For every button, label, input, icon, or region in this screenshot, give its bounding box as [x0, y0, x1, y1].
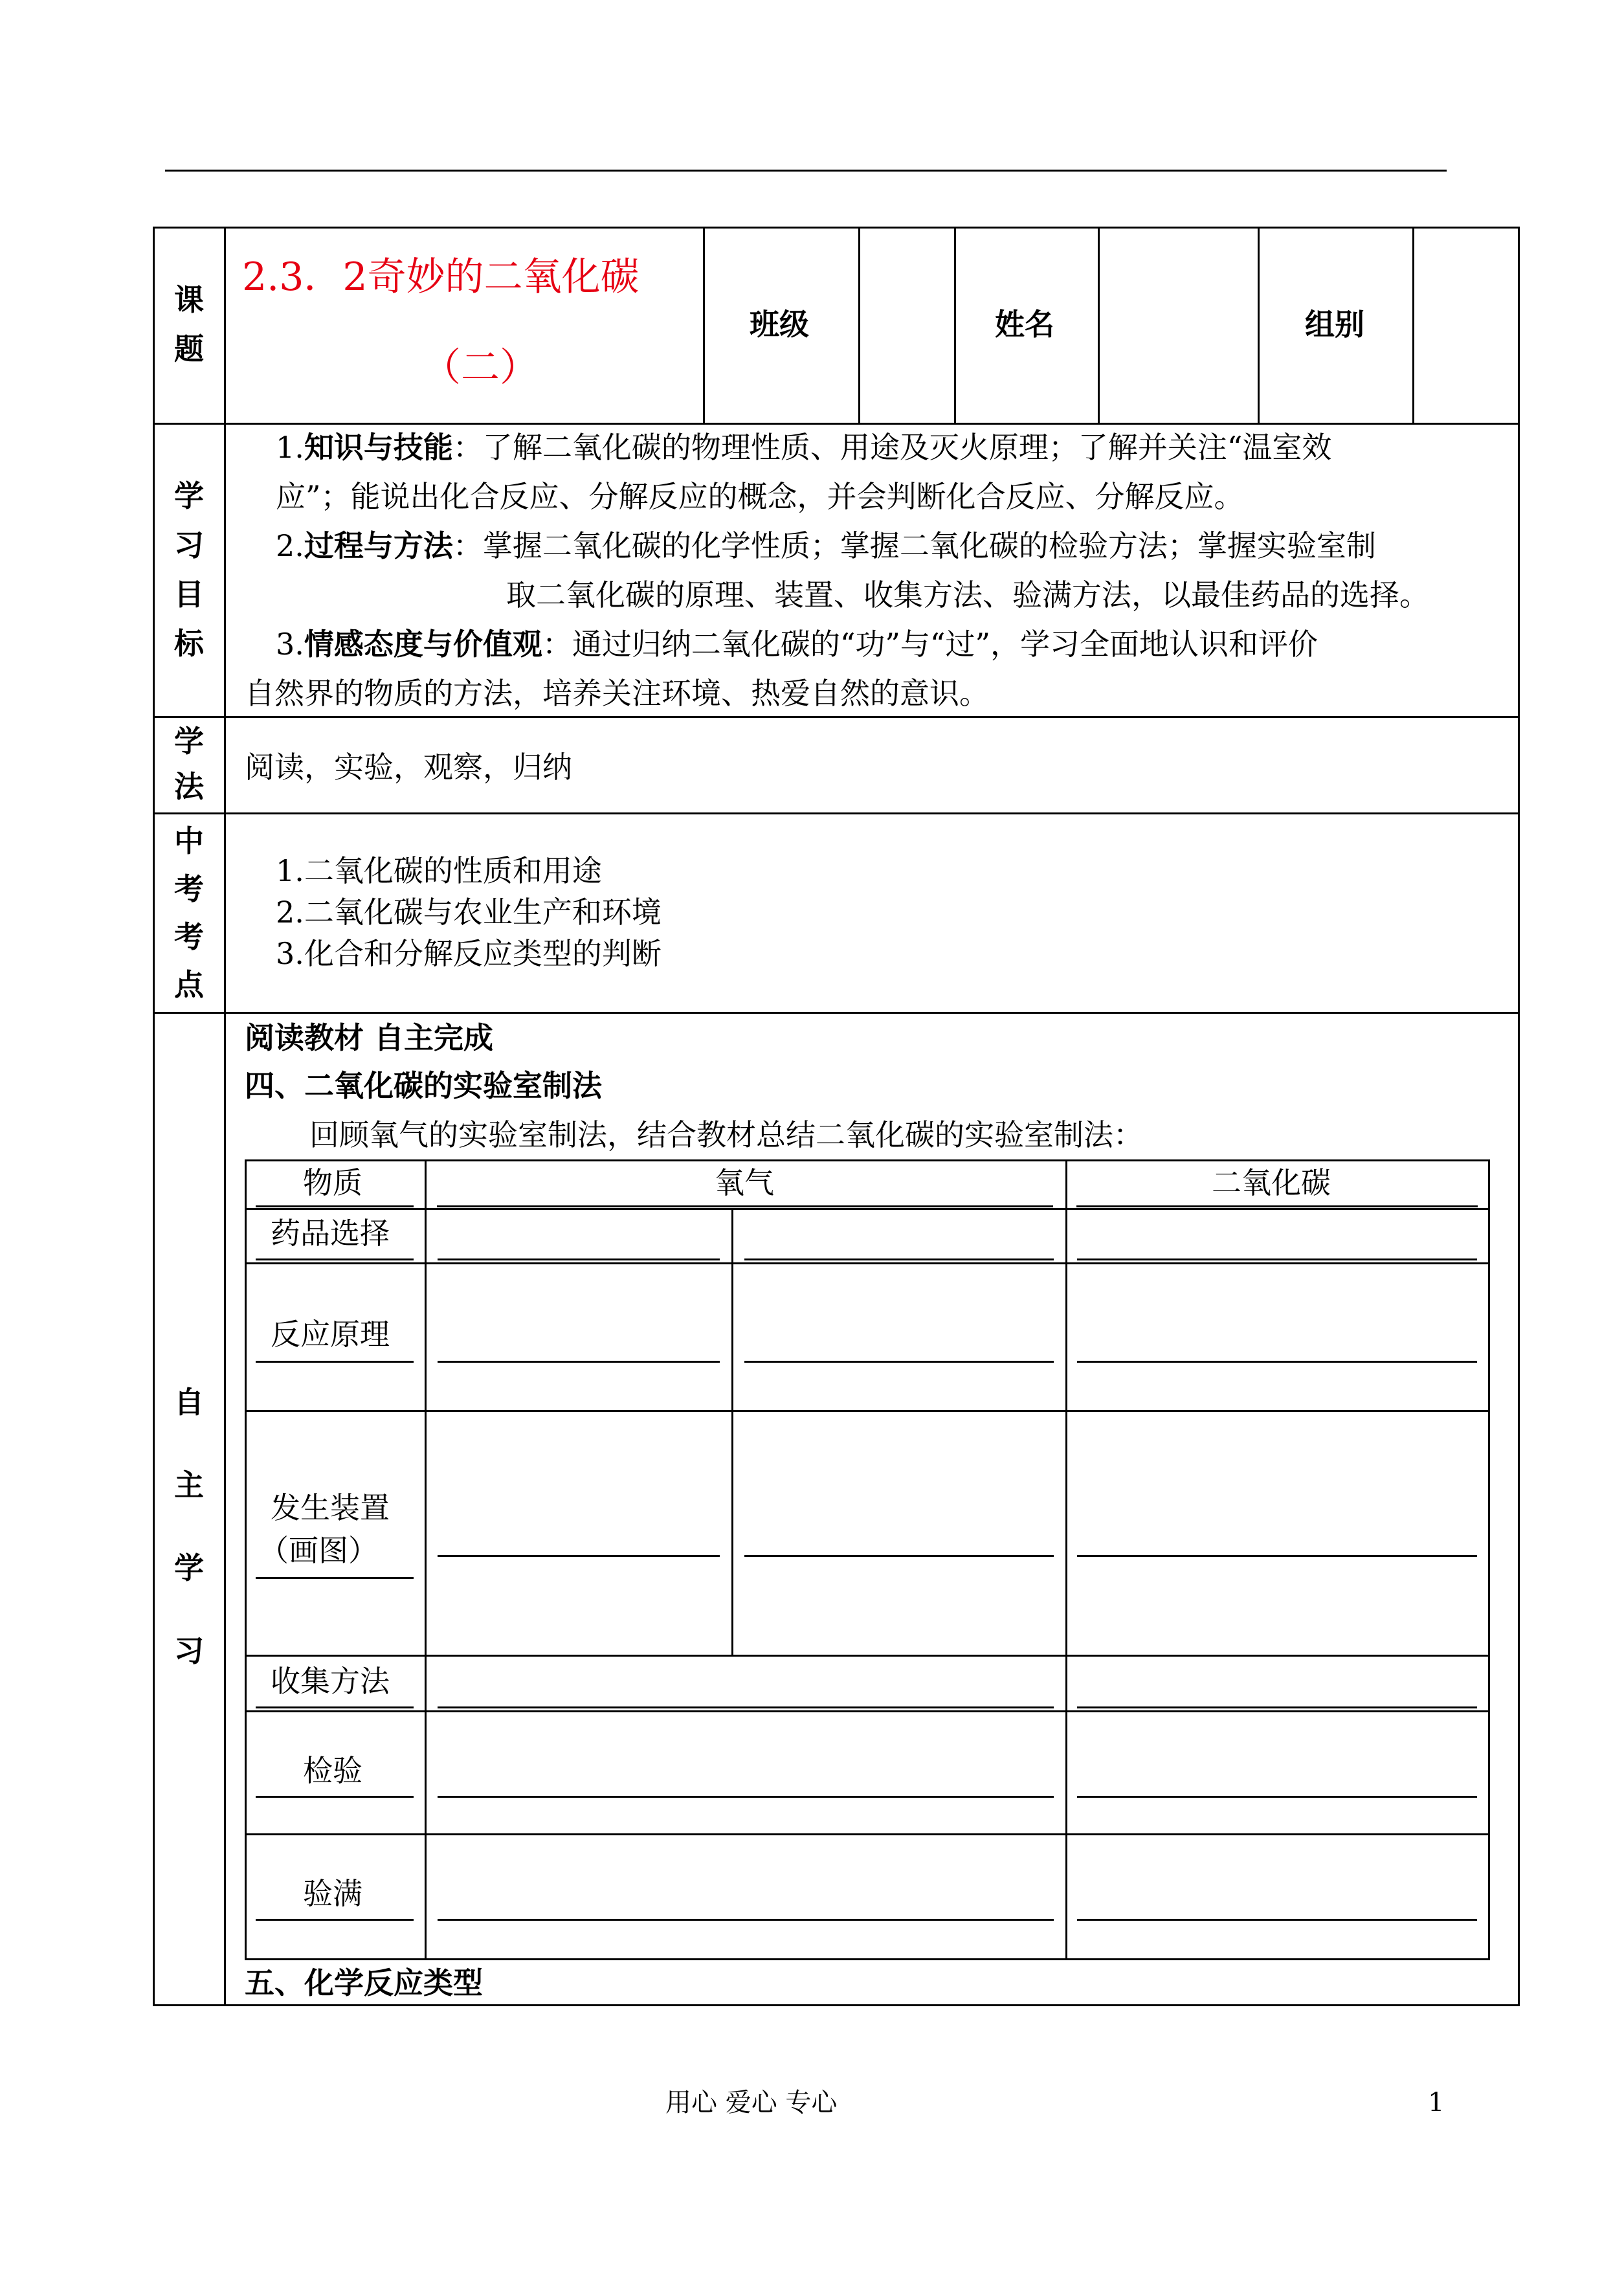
inner-table-top — [245, 1159, 1490, 1161]
objective-2-line-a: 2.过程与方法：掌握二氧化碳的化学性质；掌握二氧化碳的检验方法；掌握实验室制 — [276, 528, 1376, 563]
answer-blank[interactable] — [1077, 1258, 1477, 1260]
objective-3-line-b: 自然界的物质的方法，培养关注环境、热爱自然的意识。 — [245, 676, 989, 711]
header-col-divider — [703, 227, 705, 424]
header-col-divider — [954, 227, 956, 424]
table-border-bottom — [153, 2004, 1520, 2006]
answer-blank[interactable] — [438, 1796, 1054, 1798]
objective-3-line-a: 3.情感态度与价值观：通过归纳二氧化碳的“功”与“过”，学习全面地认识和评价 — [276, 627, 1318, 662]
underline — [256, 1361, 414, 1363]
table-border-top — [153, 227, 1520, 229]
objective-1-line-a: 1.知识与技能：了解二氧化碳的物理性质、用途及灭火原理；了解并关注“温室效 — [276, 430, 1332, 465]
lesson-title-part: （二） — [422, 345, 539, 390]
col-substance-header: 物质 — [303, 1165, 362, 1200]
row-label-apparatus-note: （画图） — [259, 1533, 378, 1568]
section-4-title: 四、二氧化碳的实验室制法 — [245, 1068, 602, 1103]
inner-row-divider — [245, 1655, 1490, 1657]
inner-table-left — [245, 1159, 247, 1960]
answer-blank[interactable] — [438, 1361, 720, 1363]
name-label: 姓名 — [995, 307, 1054, 342]
method-text: 阅读，实验，观察，归纳 — [245, 750, 572, 785]
row-divider — [153, 812, 1520, 814]
inner-row-divider — [245, 1208, 1490, 1210]
underline — [256, 1706, 414, 1708]
footer-motto: 用心 爱心 专心 — [665, 2088, 838, 2118]
answer-blank[interactable] — [744, 1555, 1054, 1557]
row-label-reagents: 药品选择 — [271, 1216, 390, 1251]
row-label-full-check: 验满 — [303, 1876, 362, 1911]
inner-table-right — [1488, 1159, 1490, 1960]
answer-blank[interactable] — [1077, 1706, 1477, 1708]
answer-blank[interactable] — [744, 1361, 1054, 1363]
inner-table-bottom — [245, 1958, 1490, 1960]
page-number: 1 — [1428, 2088, 1445, 2118]
answer-blank[interactable] — [1077, 1555, 1477, 1557]
method-label: 学 法 — [174, 724, 204, 804]
oxygen-split-divider — [731, 1208, 733, 1656]
underline — [256, 1919, 414, 1921]
objective-2-line-b: 取二氧化碳的原理、装置、收集方法、验满方法，以最佳药品的选择。 — [506, 577, 1429, 612]
row-label-collection: 收集方法 — [271, 1664, 390, 1699]
inner-col-divider — [425, 1159, 427, 1960]
topic-label: 课 题 — [174, 282, 204, 366]
col-oxygen-header: 氧气 — [715, 1165, 774, 1200]
inner-row-divider — [245, 1710, 1490, 1712]
row-label-apparatus: 发生装置 — [271, 1490, 390, 1525]
class-label: 班级 — [750, 307, 809, 342]
row-divider — [153, 423, 1520, 425]
row-divider — [153, 1012, 1520, 1014]
exam-point-3: 3.化合和分解反应类型的判断 — [276, 936, 662, 971]
header-col-divider — [1098, 227, 1100, 424]
col-co2-header: 二氧化碳 — [1212, 1165, 1331, 1200]
underline — [1076, 1205, 1478, 1207]
inner-row-divider — [245, 1410, 1490, 1412]
answer-blank[interactable] — [438, 1555, 720, 1557]
section-4-intro: 回顾氧气的实验室制法，结合教材总结二氧化碳的实验室制法： — [309, 1117, 1143, 1152]
group-label: 组别 — [1305, 307, 1364, 342]
row-label-test: 检验 — [303, 1753, 362, 1788]
lesson-title: 2.3．2奇妙的二氧化碳 — [242, 254, 640, 300]
inner-row-divider — [245, 1833, 1490, 1835]
header-col-divider — [1412, 227, 1414, 424]
exam-point-2: 2.二氧化碳与农业生产和环境 — [276, 895, 662, 930]
underline — [256, 1577, 414, 1579]
inner-row-divider — [245, 1262, 1490, 1264]
underline — [256, 1205, 414, 1207]
row-label-reaction: 反应原理 — [271, 1317, 390, 1352]
underline — [256, 1796, 414, 1798]
answer-blank[interactable] — [744, 1258, 1054, 1260]
inner-col-divider — [1065, 1159, 1067, 1960]
underline — [256, 1258, 414, 1260]
answer-blank[interactable] — [438, 1706, 1054, 1708]
answer-blank[interactable] — [1077, 1796, 1477, 1798]
header-col-divider — [1258, 227, 1260, 424]
exam-point-1: 1.二氧化碳的性质和用途 — [276, 853, 602, 888]
answer-blank[interactable] — [438, 1919, 1054, 1921]
self-study-heading: 阅读教材 自主完成 — [245, 1020, 494, 1055]
answer-blank[interactable] — [438, 1258, 720, 1260]
answer-blank[interactable] — [1077, 1919, 1477, 1921]
table-border-right — [1518, 227, 1520, 2006]
answer-blank[interactable] — [1077, 1361, 1477, 1363]
row-divider — [153, 716, 1520, 718]
underline — [437, 1205, 1053, 1207]
header-col-divider — [858, 227, 860, 424]
section-5-title: 五、化学反应类型 — [245, 1965, 483, 2000]
objectives-label: 学 习 目 标 — [174, 478, 204, 661]
label-column-divider — [224, 227, 226, 2006]
table-border-left — [153, 227, 155, 2006]
objective-1-line-b: 应”；能说出化合反应、分解反应的概念，并会判断化合反应、分解反应。 — [276, 479, 1244, 514]
exam-points-label: 中 考 考 点 — [174, 823, 204, 1002]
self-study-label: 自 主 学 习 — [174, 1385, 204, 1668]
header-rule — [165, 170, 1447, 172]
